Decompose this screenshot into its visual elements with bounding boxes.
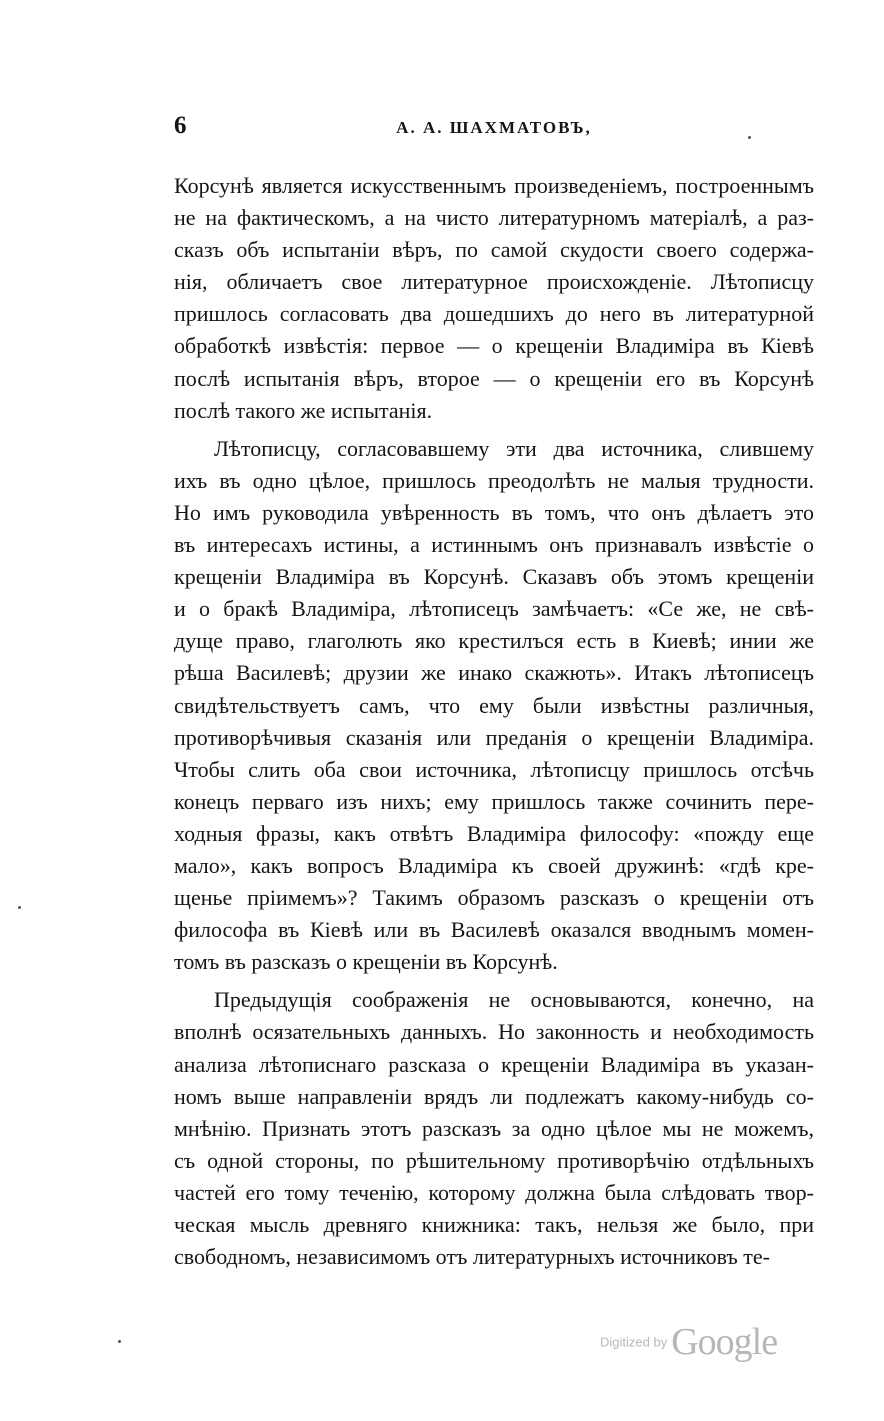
- text-line: рѣша Василевѣ; друзии же инако скажють». Итакъ лѣтописецъ: [174, 660, 814, 686]
- text-line: свободномъ, независимомъ отъ литературныхъ источниковъ те-: [174, 1244, 771, 1270]
- text-line: философа въ Кiевѣ или въ Василевѣ оказался вводнымъ момен-: [174, 917, 814, 943]
- page-number: 6: [174, 112, 187, 139]
- text-line: нiя, обличаетъ свое литературное происхожденiе. Лѣтописцу: [174, 269, 814, 295]
- scan-speck: [118, 1340, 121, 1343]
- text-line: дуще право, глаголють яко крестилъся есть в Киевѣ; инии же: [174, 628, 814, 654]
- text-line: свидѣтельствуетъ самъ, что ему были извѣстны различныя,: [174, 692, 814, 718]
- text-line: номъ выше направленiи врядъ ли подлежатъ какому-нибудь со-: [174, 1083, 814, 1109]
- text-line: въ интересахъ истины, а истиннымъ онъ признавалъ извѣстiе о: [174, 532, 814, 558]
- text-line: мало», какъ вопросъ Владимiра къ своей дружинѣ: «гдѣ кре-: [174, 852, 814, 878]
- text-line: ходныя фразы, какъ отвѣтъ Владимiра философу: «пожду еще: [174, 820, 814, 846]
- text-line: Чтобы слить оба свои источника, лѣтописцу пришлось отсѣчь: [174, 756, 814, 782]
- digitized-by-label: Digitized by: [600, 1334, 668, 1350]
- text-line: Лѣтописцу, согласовавшему эти два источника, слившему: [214, 435, 814, 461]
- scan-speck: [748, 136, 751, 139]
- text-line: вполнѣ осязательныхъ данныхъ. Но законность и необходимость: [174, 1019, 814, 1045]
- text-line: послѣ испытанiя вѣръ, второе — о крещенiи его въ Корсунѣ: [174, 365, 814, 391]
- text-line: Корсунѣ является искусственнымъ произведенiемъ, построеннымъ: [174, 173, 814, 198]
- paragraph: [174, 170, 814, 427]
- google-logo: Google: [671, 1321, 778, 1363]
- paragraph: [174, 984, 814, 1273]
- scan-speck: [18, 906, 21, 909]
- running-head: [174, 112, 814, 148]
- running-title: А. А. ШАХМАТОВЪ,: [396, 118, 592, 137]
- text-line: щенье прiимемъ»? Такимъ образомъ разсказъ о крещенiи отъ: [174, 885, 814, 911]
- text-line: конецъ перваго изъ нихъ; ему пришлось также сочинить пере-: [174, 788, 814, 814]
- text-line: обработкѣ извѣстiя: первое — о крещенiи Владимiра въ Кiевѣ: [174, 333, 814, 359]
- paragraph: [174, 433, 814, 979]
- text-line: и о бракѣ Владимiра, лѣтописецъ замѣчаетъ: «Се же, не свѣ-: [174, 596, 814, 622]
- text-line: пришлось согласовать два дошедшихъ до него въ литературной: [174, 301, 814, 327]
- digitized-by-google-watermark: [600, 1320, 777, 1364]
- text-line: ихъ въ одно цѣлое, пришлось преодолѣть не малыя трудности.: [174, 467, 814, 493]
- text-line: анализа лѣтописнаго разсказа о крещенiи Владимiра въ указан-: [174, 1051, 814, 1077]
- text-line: съ одной стороны, по рѣшительному противорѣчiю отдѣльныхъ: [174, 1147, 814, 1173]
- text-line: Предыдущiя соображенiя не основываются, конечно, на: [214, 987, 814, 1013]
- text-line: частей его тому теченiю, которому должна была слѣдовать твор-: [174, 1179, 814, 1205]
- body-text: [174, 170, 814, 1273]
- text-line: томъ въ разсказъ о крещенiи въ Корсунѣ.: [174, 949, 558, 975]
- text-line: мнѣнiю. Признать этотъ разсказъ за одно цѣлое мы не можемъ,: [174, 1115, 814, 1141]
- text-line: ческая мысль древняго книжника: такъ, нельзя же было, при: [174, 1212, 814, 1237]
- text-line: крещенiи Владимiра въ Корсунѣ. Сказавъ объ этомъ крещенiи: [174, 564, 814, 590]
- text-line: послѣ такого же испытанiя.: [174, 397, 433, 423]
- text-line: противорѣчивыя сказанiя или преданiя о крещенiи Владимiра.: [174, 724, 814, 750]
- text-line: Но имъ руководила увѣренность въ томъ, что онъ дѣлаетъ это: [174, 499, 814, 525]
- text-line: не на фактическомъ, а на чисто литературномъ матерiалѣ, а раз-: [174, 205, 814, 231]
- text-line: сказъ объ испытанiи вѣръ, по самой скудости своего содержа-: [174, 237, 814, 263]
